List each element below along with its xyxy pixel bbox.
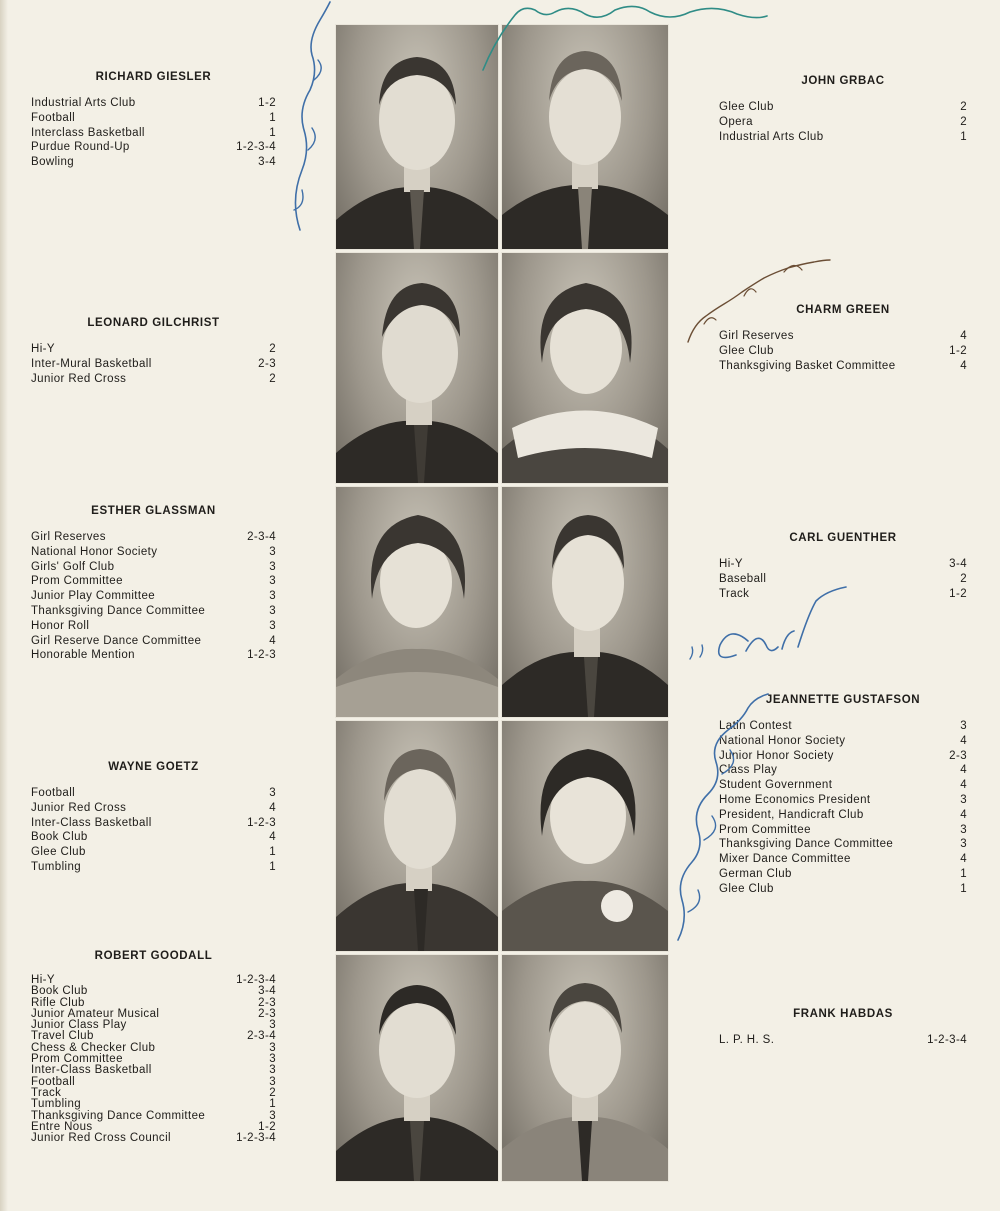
activity-name: Thanksgiving Dance Committee (31, 1109, 206, 1122)
activity-list (719, 100, 967, 144)
activity-years: 3-4 (258, 985, 276, 998)
activity-years: 4 (960, 853, 967, 866)
activity-years: 4 (960, 779, 967, 792)
student-name: ESTHER GLASSMAN (91, 505, 216, 517)
activity-name: Girl Reserves (31, 531, 106, 543)
activity-years: 1-2-3-4 (236, 141, 276, 154)
student-entry-richard-giesler (31, 71, 276, 170)
activity-years: 2-3-4 (247, 531, 276, 543)
activity-years: 1 (960, 867, 967, 880)
activity-row (31, 786, 276, 801)
activity-name: Track (719, 587, 750, 600)
activity-years: 1-2-3-4 (236, 1132, 276, 1145)
signature-richard-giesler (280, 0, 340, 240)
activity-name: Opera (719, 115, 753, 128)
activity-name: Inter-Class Basketball (31, 1064, 152, 1077)
activity-years: 3 (269, 1019, 276, 1032)
activity-name: L. P. H. S. (719, 1034, 775, 1046)
activity-years: 3 (269, 1064, 276, 1077)
activity-row (719, 1033, 967, 1048)
activity-name: Mixer Dance Committee (719, 853, 851, 866)
activity-name: Glee Club (719, 882, 774, 895)
portrait-photo-frank-habdas (501, 954, 669, 1182)
activity-row (31, 560, 276, 575)
activity-row (31, 372, 276, 387)
activity-row (31, 96, 276, 111)
activity-list (31, 342, 276, 386)
activity-name: Travel Club (31, 1030, 94, 1043)
activity-list (31, 530, 276, 663)
student-name: LEONARD GILCHRIST (87, 317, 220, 329)
activity-name: Latin Contest (719, 720, 792, 732)
activity-name: Chess & Checker Club (31, 1041, 156, 1054)
activity-years: 2-3 (258, 996, 276, 1009)
activity-row (719, 115, 967, 130)
portrait-photo-jeannette-gustafson (501, 720, 669, 952)
activity-years: 3 (269, 604, 276, 617)
activity-name: Glee Club (31, 846, 86, 859)
activity-name: Prom Committee (31, 1053, 123, 1066)
activity-row (719, 557, 967, 572)
activity-name: National Honor Society (31, 545, 158, 558)
activity-list (31, 96, 276, 170)
activity-years: 2 (960, 572, 967, 585)
activity-list (31, 975, 276, 1144)
activity-name: Prom Committee (719, 823, 811, 836)
activity-name: National Honor Society (719, 734, 846, 747)
activity-name: Girls' Golf Club (31, 560, 115, 573)
activity-row (31, 155, 276, 170)
activity-name: Junior Amateur Musical (31, 1007, 160, 1020)
student-entry-john-grbac (719, 75, 967, 144)
activity-row (31, 589, 276, 604)
activity-years: 4 (960, 808, 967, 821)
activity-years: 3 (269, 1041, 276, 1054)
student-entry-frank-habdas (719, 1008, 967, 1048)
activity-years: 3 (269, 619, 276, 632)
activity-years: 4 (269, 801, 276, 814)
student-name: CARL GUENTHER (789, 532, 897, 544)
activity-years: 1-2-3-4 (927, 1034, 967, 1046)
portrait-photo-esther-glassman (335, 486, 499, 718)
activity-years: 3 (269, 1075, 276, 1088)
activity-name: Junior Red Cross (31, 801, 127, 814)
activity-row (31, 830, 276, 845)
activity-row (31, 140, 276, 155)
activity-years: 1-2 (949, 587, 967, 600)
activity-row (719, 130, 967, 145)
activity-years: 2 (960, 115, 967, 128)
activity-name: Class Play (719, 764, 778, 777)
portrait-photo-leonard-gilchrist (335, 252, 499, 484)
activity-list (719, 1033, 967, 1048)
activity-name: Inter-Mural Basketball (31, 357, 152, 370)
activity-name: Book Club (31, 985, 88, 998)
student-entry-esther-glassman (31, 505, 276, 663)
activity-years: 2 (960, 101, 967, 113)
activity-years: 3 (960, 823, 967, 836)
student-entry-wayne-goetz (31, 761, 276, 875)
activity-name: Student Government (719, 779, 833, 792)
activity-name: Baseball (719, 572, 767, 585)
activity-years: 4 (269, 634, 276, 647)
portrait-photo-carl-guenther (501, 486, 669, 718)
page-binding-shadow (0, 0, 8, 1211)
activity-row (31, 986, 276, 997)
activity-years: 3 (269, 590, 276, 603)
student-name: CHARM GREEN (796, 304, 890, 316)
activity-row (719, 359, 967, 374)
activity-years: 1-2-3-4 (236, 974, 276, 986)
portrait-photo-charm-green (501, 252, 669, 484)
student-entry-leonard-gilchrist (31, 317, 276, 386)
activity-years: 2-3 (258, 1007, 276, 1020)
activity-name: Junior Honor Society (719, 749, 834, 762)
activity-row (31, 648, 276, 663)
signature-carl (686, 585, 856, 680)
activity-name: Football (31, 1075, 76, 1088)
activity-name: Girl Reserve Dance Committee (31, 634, 202, 647)
activity-name: Track (31, 1086, 62, 1099)
portrait-grid (335, 24, 667, 1180)
activity-row (31, 816, 276, 831)
activity-row (31, 845, 276, 860)
activity-name: Junior Play Committee (31, 590, 156, 603)
activity-row (31, 1065, 276, 1076)
activity-name: Thanksgiving Dance Committee (719, 838, 894, 851)
activity-years: 1-2 (258, 1120, 276, 1133)
activity-years: 4 (960, 330, 967, 342)
activity-years: 3 (269, 575, 276, 588)
activity-years: 1-2 (258, 97, 276, 109)
activity-years: 2 (269, 343, 276, 355)
activity-years: 1-2-3 (247, 816, 276, 829)
activity-years: 4 (960, 359, 967, 372)
signature-charm-green (684, 254, 834, 349)
activity-name: Glee Club (719, 101, 774, 113)
activity-years: 3 (269, 1053, 276, 1066)
activity-name: Glee Club (719, 344, 774, 357)
activity-name: Purdue Round-Up (31, 141, 130, 154)
student-entry-robert-goodall (31, 950, 276, 1144)
activity-row (31, 604, 276, 619)
activity-years: 2-3 (258, 357, 276, 370)
activity-name: Tumbling (31, 1098, 82, 1111)
signature-jeannette (668, 690, 778, 950)
activity-years: 1 (960, 130, 967, 143)
activity-name: Prom Committee (31, 575, 123, 588)
activity-name: Girl Reserves (719, 330, 794, 342)
student-name: WAYNE GOETZ (108, 761, 199, 773)
activity-name: German Club (719, 867, 792, 880)
activity-name: Hi-Y (31, 974, 55, 986)
activity-name: Tumbling (31, 860, 82, 873)
activity-row (31, 574, 276, 589)
activity-years: 3 (269, 1109, 276, 1122)
activity-name: Thanksgiving Dance Committee (31, 604, 206, 617)
activity-row (31, 801, 276, 816)
student-name: JEANNETTE GUSTAFSON (765, 694, 921, 706)
activity-years: 4 (960, 734, 967, 747)
activity-years: 2-3 (949, 749, 967, 762)
activity-row (31, 111, 276, 126)
activity-years: 1 (269, 1098, 276, 1111)
activity-years: 1 (269, 846, 276, 859)
activity-row (31, 342, 276, 357)
activity-name: Junior Red Cross Council (31, 1132, 171, 1145)
activity-name: Hi-Y (31, 343, 55, 355)
activity-row (31, 545, 276, 560)
activity-name: Entre Nous (31, 1120, 93, 1133)
activity-name: Rifle Club (31, 996, 85, 1009)
portrait-photo-robert-goodall (335, 954, 499, 1182)
activity-years: 4 (960, 764, 967, 777)
activity-years: 2 (269, 1086, 276, 1099)
activity-name: Industrial Arts Club (31, 97, 136, 109)
activity-name: Thanksgiving Basket Committee (719, 359, 896, 372)
activity-years: 3 (960, 793, 967, 806)
activity-name: Honorable Mention (31, 649, 135, 662)
activity-name: Bowling (31, 156, 75, 169)
activity-years: 1 (269, 126, 276, 139)
activity-years: 4 (269, 831, 276, 844)
activity-row (31, 1133, 276, 1144)
activity-years: 1 (269, 111, 276, 124)
activity-years: 1-2 (949, 344, 967, 357)
activity-name: Football (31, 111, 76, 124)
activity-row (31, 1099, 276, 1110)
activity-years: 3-4 (949, 558, 967, 570)
activity-years: 2 (269, 372, 276, 385)
activity-name: Interclass Basketball (31, 126, 145, 139)
activity-name: Inter-Class Basketball (31, 816, 152, 829)
activity-name: Hi-Y (719, 558, 743, 570)
activity-years: 3 (269, 787, 276, 799)
activity-years: 3 (960, 838, 967, 851)
activity-name: Football (31, 787, 76, 799)
portrait-photo-wayne-goetz (335, 720, 499, 952)
activity-name: President, Handicraft Club (719, 808, 864, 821)
activity-years: 3 (269, 560, 276, 573)
activity-row (719, 100, 967, 115)
activity-years: 1 (269, 860, 276, 873)
activity-name: Book Club (31, 831, 88, 844)
student-name: JOHN GRBAC (801, 75, 885, 87)
activity-years: 2-3-4 (247, 1030, 276, 1043)
activity-name: Honor Roll (31, 619, 90, 632)
activity-name: Home Economics President (719, 793, 871, 806)
activity-years: 3-4 (258, 156, 276, 169)
activity-row (31, 634, 276, 649)
activity-name: Junior Class Play (31, 1019, 127, 1032)
activity-name: Industrial Arts Club (719, 130, 824, 143)
student-name: FRANK HABDAS (793, 1008, 893, 1020)
activity-years: 1 (960, 882, 967, 895)
activity-years: 3 (269, 545, 276, 558)
activity-name: Junior Red Cross (31, 372, 127, 385)
activity-row (31, 619, 276, 634)
activity-list (31, 786, 276, 875)
student-name: ROBERT GOODALL (94, 950, 213, 962)
student-name: RICHARD GIESLER (95, 71, 212, 83)
activity-years: 1-2-3 (247, 649, 276, 662)
signature-john-grbac (475, 0, 775, 75)
activity-row (31, 860, 276, 875)
activity-years: 3 (960, 720, 967, 732)
activity-row (31, 530, 276, 545)
activity-row (31, 1077, 276, 1088)
activity-row (31, 357, 276, 372)
activity-row (31, 126, 276, 141)
